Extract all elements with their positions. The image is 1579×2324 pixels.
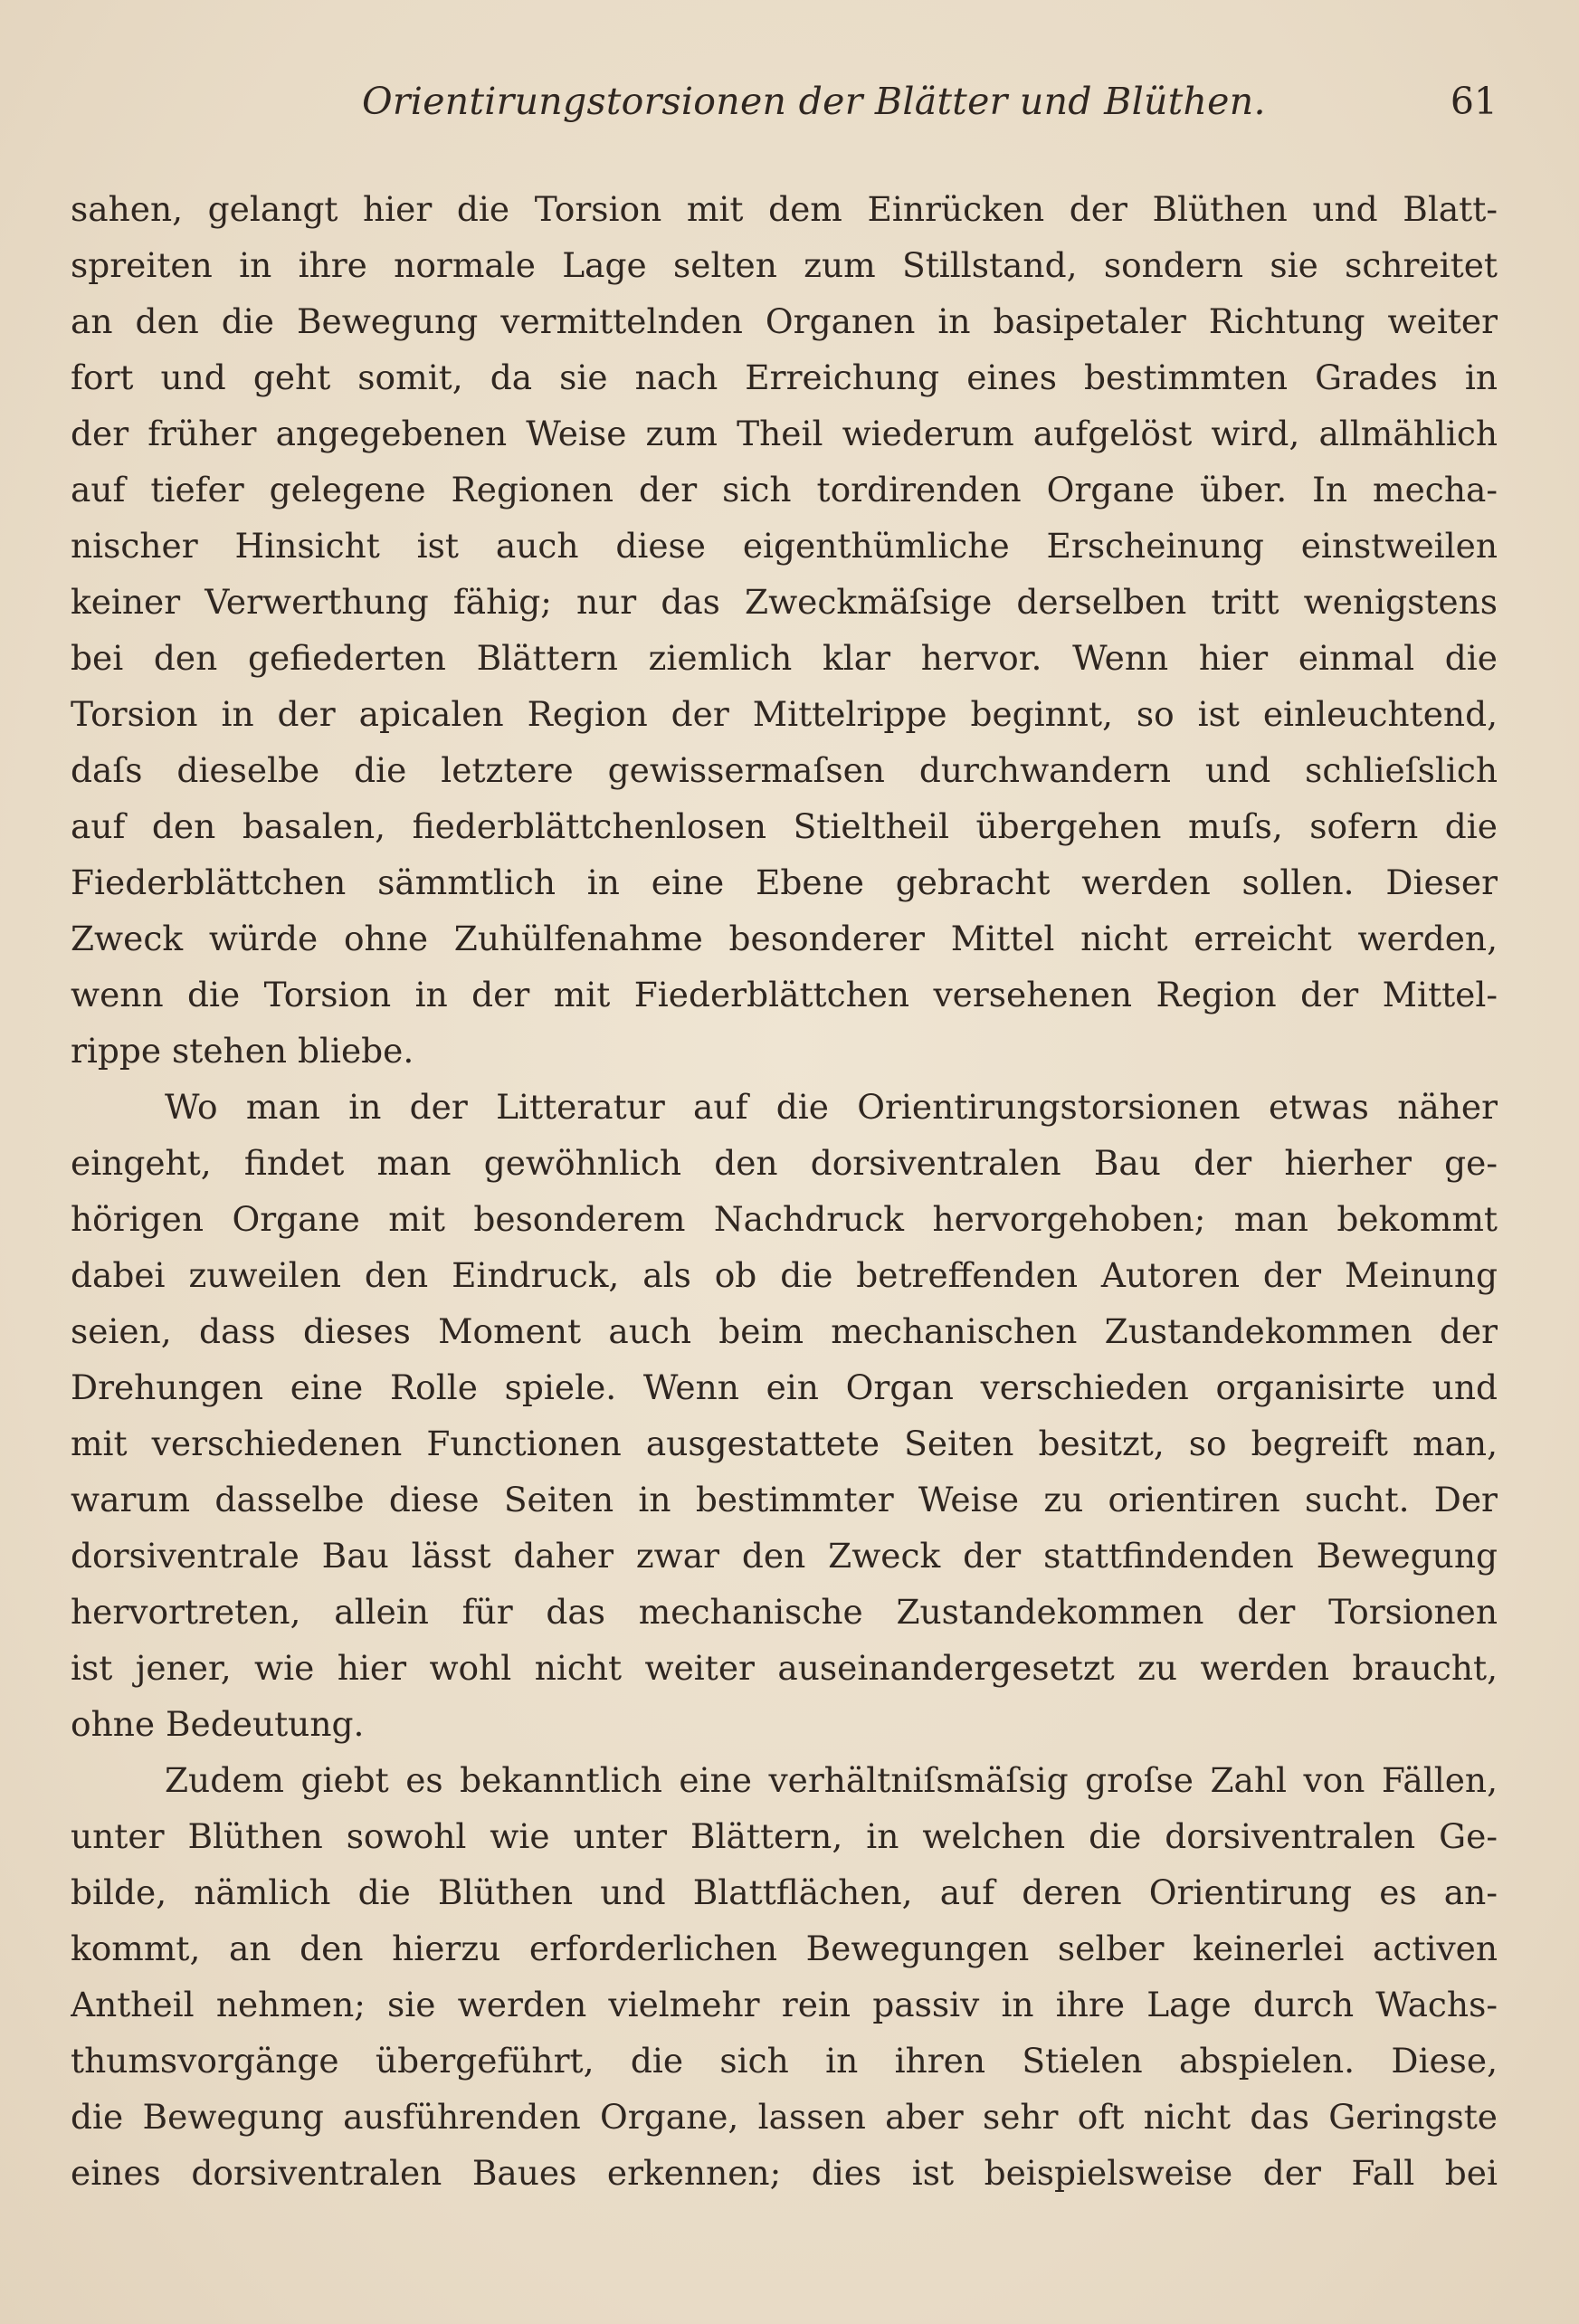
text-line: unter Blüthen sowohl wie unter Blättern, in welchen die dorsiventralen Ge- — [71, 1816, 1498, 1856]
text-line: dabei zuweilen den Eindruck, als ob die betreffenden Autoren der Meinung — [71, 1255, 1498, 1295]
text-line: hörigen Organe mit besonderem Nachdruck hervorgehoben; man bekommt — [71, 1199, 1498, 1239]
text-line: an den die Bewegung vermittelnden Organen in basipetaler Richtung weiter — [71, 301, 1498, 341]
text-line: ohne Bedeutung. — [71, 1704, 365, 1744]
text-line: Zudem giebt es bekanntlich eine verhältniſsmäſsig groſse Zahl von Fällen, — [165, 1760, 1498, 1800]
text-line: nischer Hinsicht ist auch diese eigenthümliche Erscheinung einstweilen — [71, 526, 1498, 566]
text-line: Wo man in der Litteratur auf die Orientirungstorsionen etwas näher — [165, 1087, 1498, 1127]
text-line: die Bewegung ausführenden Organe, lassen aber sehr oft nicht das Geringste — [71, 2097, 1498, 2137]
text-line: hervortreten, allein für das mechanische Zustandekommen der Torsionen — [71, 1592, 1498, 1632]
paragraph — [71, 1752, 1498, 2201]
paragraph — [71, 181, 1498, 1079]
text-line: Antheil nehmen; sie werden vielmehr rein passiv in ihre Lage durch Wachs- — [71, 1985, 1498, 2024]
body-text — [71, 181, 1498, 2201]
text-line: auf tiefer gelegene Regionen der sich tordirenden Organe über. In mecha- — [71, 470, 1498, 510]
page-number: 61 — [1450, 80, 1498, 123]
text-line: der früher angegebenen Weise zum Theil wiederum aufgelöst wird, allmählich — [71, 414, 1498, 453]
text-line: kommt, an den hierzu erforderlichen Bewegungen selber keinerlei activen — [71, 1929, 1498, 1968]
paragraph — [71, 1079, 1498, 1752]
text-line: keiner Verwerthung fähig; nur das Zweckmäſsige derselben tritt wenigstens — [71, 582, 1498, 622]
text-line: thumsvorgänge übergeführt, die sich in ihren Stielen abspielen. Diese, — [71, 2041, 1498, 2081]
text-line: ist jener, wie hier wohl nicht weiter auseinandergesetzt zu werden braucht, — [71, 1648, 1498, 1688]
text-line: wenn die Torsion in der mit Fiederblättchen versehenen Region der Mittel- — [71, 975, 1498, 1014]
page-header — [71, 80, 1498, 134]
text-line: sahen, gelangt hier die Torsion mit dem Einrücken der Blüthen und Blatt- — [71, 189, 1498, 229]
text-line: bilde, nämlich die Blüthen und Blattflächen, auf deren Orientirung es an- — [71, 1872, 1498, 1912]
text-line: Zweck würde ohne Zuhülfenahme besonderer Mittel nicht erreicht werden, — [71, 919, 1498, 958]
text-line: Fiederblättchen sämmtlich in eine Ebene gebracht werden sollen. Dieser — [71, 862, 1498, 902]
text-line: fort und geht somit, da sie nach Erreichung eines bestimmten Grades in — [71, 357, 1498, 397]
running-title: Orientirungstorsionen der Blätter und Blüthen. — [362, 80, 1266, 123]
text-line: Torsion in der apicalen Region der Mittelrippe beginnt, so ist einleuchtend, — [71, 694, 1498, 734]
text-line: auf den basalen, fiederblättchenlosen Stieltheil übergehen muſs, sofern die — [71, 806, 1498, 846]
text-line: eingeht, findet man gewöhnlich den dorsiventralen Bau der hierher ge- — [71, 1143, 1498, 1183]
text-line: mit verschiedenen Functionen ausgestattete Seiten besitzt, so begreift man, — [71, 1424, 1498, 1463]
text-line: rippe stehen bliebe. — [71, 1031, 414, 1071]
text-line: bei den gefiederten Blättern ziemlich klar hervor. Wenn hier einmal die — [71, 638, 1498, 678]
text-line: eines dorsiventralen Baues erkennen; dies ist beispielsweise der Fall bei — [71, 2153, 1498, 2193]
text-line: warum dasselbe diese Seiten in bestimmter Weise zu orientiren sucht. Der — [71, 1480, 1498, 1519]
text-line: dorsiventrale Bau lässt daher zwar den Zweck der stattfindenden Bewegung — [71, 1536, 1498, 1576]
text-line: daſs dieselbe die letztere gewissermaſsen durchwandern und schlieſslich — [71, 750, 1498, 790]
text-line: spreiten in ihre normale Lage selten zum Stillstand, sondern sie schreitet — [71, 245, 1498, 285]
text-line: seien, dass dieses Moment auch beim mechanischen Zustandekommen der — [71, 1311, 1498, 1351]
text-line: Drehungen eine Rolle spiele. Wenn ein Organ verschieden organisirte und — [71, 1367, 1498, 1407]
